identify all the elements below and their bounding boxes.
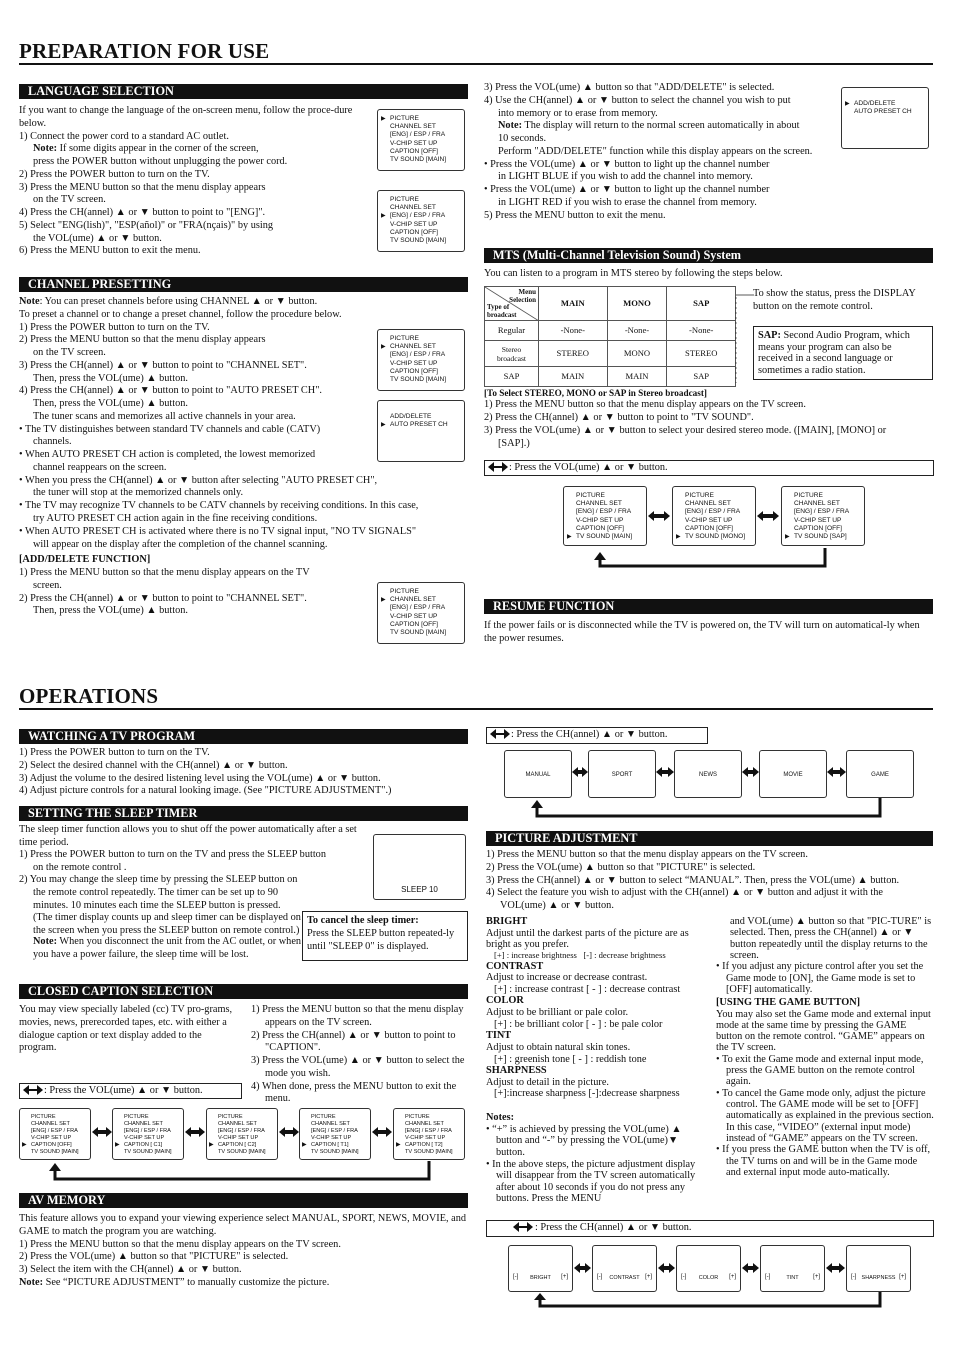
watching-text: 1) Press the POWER button to turn on the TV. 2) Select the desired channel with the CH(annel) ▲ or ▼ button. 3) Adjust the volume to the desired listening level using the VOL(ume) ▲ or ▼ button. 4) Adjust picture controls for a natural looking image. (See "PICTURE ADJUSTMENT".) <box>19 747 392 797</box>
resume-header: RESUME FUNCTION <box>484 599 933 614</box>
cc-cycle-arrows <box>19 1124 469 1184</box>
channel-presetting-text: Note: You can preset channels before using CHANNEL ▲ or ▼ button. To preset a channel or to change a preset channel, follow the procedure below. 1) Press the POWER button to turn on the TV. 2) Press the MENU button so that the menu display appears on the TV screen. 3) Press the CH(annel) ▲ or ▼ button to point to "CHANNEL SET". Then, press the VOL(ume) ▲ button. 4) Press the CH(annel) ▲ or ▼ button to point to "AUTO PRESET CH". Then, press the VOL(ume) ▲ button. The tuner scans and memorizes all active channels in your area. • The TV distinguishes between standard TV channels and cable (CATV) channels. • When AUTO PRESET CH action is completed, the lowest memorized channel reappears on the screen. • When you press the CH(annel) ▲ or ▼ button after selecting "AUTO PRESET CH", the tuner will stop at the memorized channels only. • The TV may recognize TV channels to be CATV channels by receiving conditions. In this case, try AUTO PRESET CH action again in the fine receiving conditions. • When AUTO PRESET CH is activated where there is no TV signal input, "NO TV SIGNALS" will appear on the display after the completion of the channel scanning. [ADD/DELETE FUNCTION] 1) Press the MENU button so that the menu display appears on the TV screen. 2) Press the CH(annel) ▲ or ▼ button to point to "CHANNEL SET". Then, press the VOL(ume) ▲ button. <box>19 296 419 617</box>
sleep-screen: SLEEP 10 <box>373 834 466 900</box>
menu-screen-channel-1: PICTURE ▶ CHANNEL SET [ENG] / ESP / FRA V-CHIP SET UP CAPTION [OFF] TV SOUND [MAIN] <box>377 329 465 391</box>
sleep-intro: The sleep timer function allows you to shut off the power automatically after a set time period. <box>19 824 357 848</box>
menu-screen-language-2: PICTURE CHANNEL SET ▶ [ENG] / ESP / FRA V-CHIP SET UP CAPTION [OFF] TV SOUND [MAIN] <box>377 190 465 252</box>
av-mode-news: NEWS <box>674 750 742 798</box>
language-selection-header: LANGUAGE SELECTION <box>19 84 468 99</box>
double-arrow-icon <box>490 728 510 745</box>
picture-notes-continued: and VOL(ume) ▲ button so that "PIC-TURE" is selected. Then, press the CH(annel) ▲ or ▼ button repeatedly until the display returns to the screen. • If you adjust any picture control after you set the Game mode to [ON], the Game mode is set to [OFF] automatically. [USING THE GAME BUTTON] You may also set the Game mode and external input mode at the same time by pressing the GAME button on the remote control. “GAME” appears on the TV screen. • To exit the Game mode and external input mode, press the GAME button on the remote control again. • To cancel the Game mode only, adjust the picture control. The GAME mode will be set to [OFF] automatically as explained in the previous section. In this case, “VIDEO” (external input mode) instead of “GAME” appears on the TV screen. • If you press the GAME button when the TV is off, the TV turns on and will be in the Game mode and external input mode auto-matically. <box>716 916 934 1178</box>
double-arrow-icon <box>488 461 508 478</box>
mts-intro: You can listen to a program in MTS stereo by following the steps below. <box>484 268 783 279</box>
av-mode-manual: MANUAL <box>504 750 572 798</box>
menu-screen-channel-2: PICTURE ▶ CHANNEL SET [ENG] / ESP / FRA V-CHIP SET UP CAPTION [OFF] TV SOUND [MAIN] <box>377 582 465 644</box>
mts-table: Menu Selection Type of broadcast MAIN MONO SAP Regular -None- -None- -None- Stereo broadcast STEREO MONO STEREO SAP MAIN MAIN SAP <box>484 286 736 387</box>
av-mode-sport: SPORT <box>588 750 656 798</box>
channel-presetting-header: CHANNEL PRESETTING <box>19 277 468 292</box>
cc-steps: 1) Press the MENU button so that the menu display appears on the TV screen. 2) Press the CH(annel) ▲ or ▼ button to point to "CAPTION". 3) Press the VOL(ume) ▲ or ▼ button to select the mode you wish. 4) When done, press the MENU button to exit the menu. <box>251 1004 465 1105</box>
cancel-sleep-box: To cancel the sleep timer: Press the SLEEP button repeated-ly until "SLEEP 0" is displayed. <box>302 911 468 961</box>
pic-ch-legend: : Press the CH(annel) ▲ or ▼ button. <box>486 1220 934 1237</box>
pic-bar-tint: [-] TINT [+] <box>760 1245 825 1292</box>
picture-adjustment-steps: 1) Press the MENU button so that the menu display appears on the TV screen. 2) Press the VOL(ume) ▲ button so that "PICTURE" is selected. 3) Press the CH(annel) ▲ or ▼ button to select “MANUAL”. Then, press the VOL(ume) ▲ button. 4) Select the feature you wish to adjust with the CH(annel) ▲ or ▼ button and adjust it with the VOL(ume) ▲ or ▼ button. <box>486 849 900 912</box>
av-memory-header: AV MEMORY <box>19 1193 468 1208</box>
av-mode-movie: MOVIE <box>759 750 827 798</box>
mts-steps: [To Select STEREO, MONO or SAP in Stereo broadcast] 1) Press the MENU button so that the menu display appears on the TV screen. 2) Press the CH(annel) ▲ or ▼ button to point to "TV SOUND". 3) Press the VOL(ume) ▲ or ▼ button to select your desired stereo mode. ([MAIN], [MONO] or [SAP].) <box>484 388 887 449</box>
mts-screen-mono: PICTURE CHANNEL SET [ENG] / ESP / FRA V-CHIP SET UP CAPTION [OFF] ▶ TV SOUND [MONO] <box>672 486 756 546</box>
watching-header: WATCHING A TV PROGRAM <box>19 729 468 744</box>
sleep-timer-header: SETTING THE SLEEP TIMER <box>19 806 468 821</box>
menu-screen-add-delete: ▶ ADD/DELETE AUTO PRESET CH <box>841 87 929 149</box>
mts-screen-sap: PICTURE CHANNEL SET [ENG] / ESP / FRA V-CHIP SET UP CAPTION [OFF] ▶ TV SOUND [SAP] <box>781 486 865 546</box>
picture-controls: BRIGHT Adjust until the darkest parts of the picture are as bright as you prefer. [+] : increase brightness [-] : decrease brightness CONTRAST Adjust to increase or decrease contrast. [+] : increase contrast [ - ] : decrease contrast COLOR Adjust to be brilliant or pale color. [+] : be brilliant color [ - ] : be pale color TINT Adjust to obtain natural skin tones. [+] : greenish tone [ - ] : reddish tone SHARPNESS Adjust to detail in the picture. [+]:increase sharpness [-]:decrease sharpness Notes: • “+” is achieved by pressing the VOL(ume) ▲ button and “-” by pressing the VOL(ume)▼ button. • In the above steps, the picture adjustment display will disappear from the TV screen automatically after about 10 seconds if you do not press any buttons. Press the MENU <box>486 916 696 1205</box>
cc-screen-c2: PICTURE CHANNEL SET [ENG] / ESP / FRA V-CHIP SET UP ▶ CAPTION [ C2] TV SOUND [MAIN] <box>206 1108 278 1160</box>
operations-rule <box>19 708 933 710</box>
menu-screen-language-1: ▶ PICTURE CHANNEL SET [ENG] / ESP / FRA V-CHIP SET UP CAPTION [OFF] TV SOUND [MAIN] <box>377 109 465 171</box>
mts-vol-legend: : Press the VOL(ume) ▲ or ▼ button. <box>484 460 934 476</box>
mts-header: MTS (Multi-Channel Television Sound) System <box>484 248 933 263</box>
double-arrow-icon <box>513 1221 533 1238</box>
cc-screen-t2: PICTURE CHANNEL SET [ENG] / ESP / FRA V-CHIP SET UP ▶ CAPTION [ T2] TV SOUND [MAIN] <box>393 1108 465 1160</box>
prep-title: PREPARATION FOR USE <box>19 39 270 63</box>
cc-screen-t1: PICTURE CHANNEL SET [ENG] / ESP / FRA V-CHIP SET UP ▶ CAPTION [ T1] TV SOUND [MAIN] <box>299 1108 371 1160</box>
av-mode-game: GAME <box>846 750 914 798</box>
language-selection-text: If you want to change the language of the on-screen menu, follow the proce-dure below. 1) Connect the power cord to a standard AC outlet. Note: If some digits appear in the corner of the screen, press the POWER button without unplugging the power cord. 2) Press the POWER button to turn on the TV. 3) Press the MENU button so that the menu display appears on the TV screen. 4) Press the CH(annel) ▲ or ▼ button to point to "[ENG]". 5) Select "ENG(lish)", "ESP(añol)" or "FRA(nçais)" by using the VOL(ume) ▲ or ▼ button. 6) Press the MENU button to exit the menu. <box>19 105 353 257</box>
av-memory-text: This feature allows you to expand your viewing experience select MANUAL, SPORT, NEWS, MOVIE, and GAME to match the program you are watching. 1) Press the MENU button so that the menu display appears on the TV screen. 2) Press the VOL(ume) ▲ button so that "PICTURE" is selected. 3) Select the item with the CH(annel) ▲ or ▼ button. Note: See “PICTURE ADJUSTMENT” to manually customize the picture. <box>19 1213 467 1288</box>
mts-screen-main: PICTURE CHANNEL SET [ENG] / ESP / FRA V-CHIP SET UP CAPTION [OFF] ▶ TV SOUND [MAIN] <box>563 486 647 546</box>
menu-screen-auto-preset: ADD/DELETE ▶ AUTO PRESET CH <box>377 400 465 462</box>
pic-bar-contrast: [-] CONTRAST [+] <box>592 1245 657 1292</box>
av-ch-legend: : Press the CH(annel) ▲ or ▼ button. <box>486 727 708 744</box>
pic-bar-color: [-] COLOR [+] <box>676 1245 741 1292</box>
pic-bar-bright: [-] BRIGHT [+] <box>508 1245 573 1292</box>
title-rule <box>19 63 933 65</box>
resume-text: If the power fails or is disconnected while the TV is powered on, the TV will turn on automatical-ly when the power resumes. <box>484 620 920 644</box>
pic-cycle-arrows <box>500 1255 920 1311</box>
display-note: To show the status, press the DISPLAY button on the remote control. <box>753 288 916 312</box>
cc-vol-legend: : Press the VOL(ume) ▲ or ▼ button. <box>19 1083 242 1099</box>
cc-screen-off: PICTURE CHANNEL SET [ENG] / ESP / FRA V-CHIP SET UP ▶ CAPTION [OFF] TV SOUND [MAIN] <box>19 1108 91 1160</box>
sap-note: SAP: Second Audio Program, which means your program can also be received in a second language or sometimes a radio station. <box>753 326 933 380</box>
cc-intro: You may view specially labeled (cc) TV pro-grams, movies, news, prerecorded tapes, etc. with either a dialogue caption or text display added to the program. <box>19 1004 233 1054</box>
sleep-step-1: 1) Press the POWER button to turn on the TV and press the SLEEP button on the remote control . <box>19 849 326 873</box>
pic-bar-sharpness: [-] SHARPNESS [+] <box>846 1245 911 1292</box>
closed-caption-header: CLOSED CAPTION SELECTION <box>19 984 468 999</box>
picture-adjustment-header: PICTURE ADJUSTMENT <box>486 831 933 846</box>
sleep-step-2: 2) You may change the sleep time by pressing the SLEEP button on the remote control repeatedly. The timer can be set up to 90 minutes. 10 minutes each time the SLEEP button is pressed. (The timer display counts up and sleep timer can be displayed on the screen when you press the SLEEP button on remote control.) <box>19 874 301 937</box>
av-cycle-arrows <box>500 758 920 824</box>
sleep-note: Note: When you disconnect the unit from the AC outlet, or when you have a power failure, the sleep time will be lost. <box>33 936 302 960</box>
double-arrow-icon <box>23 1084 43 1101</box>
add-delete-text: 3) Press the VOL(ume) ▲ button so that "ADD/DELETE" is selected. 4) Use the CH(annel) ▲ or ▼ button to select the channel you wish to put into memory or to erase from memory. Note: The display will return to the normal screen automatically in about 10 seconds. Perform "ADD/DELETE" function while this display appears on the screen. • Press the VOL(ume) ▲ or ▼ button to light up the channel number in LIGHT BLUE if you wish to add the channel into memory. • Press the VOL(ume) ▲ or ▼ button to light up the channel number in LIGHT RED if you wish to erase the channel from memory. 5) Press the MENU button to exit the menu. <box>484 82 813 221</box>
operations-title: OPERATIONS <box>19 684 159 708</box>
cc-screen-c1: PICTURE CHANNEL SET [ENG] / ESP / FRA V-CHIP SET UP ▶ CAPTION [ C1] TV SOUND [MAIN] <box>112 1108 184 1160</box>
mts-cycle-arrows <box>560 500 870 570</box>
